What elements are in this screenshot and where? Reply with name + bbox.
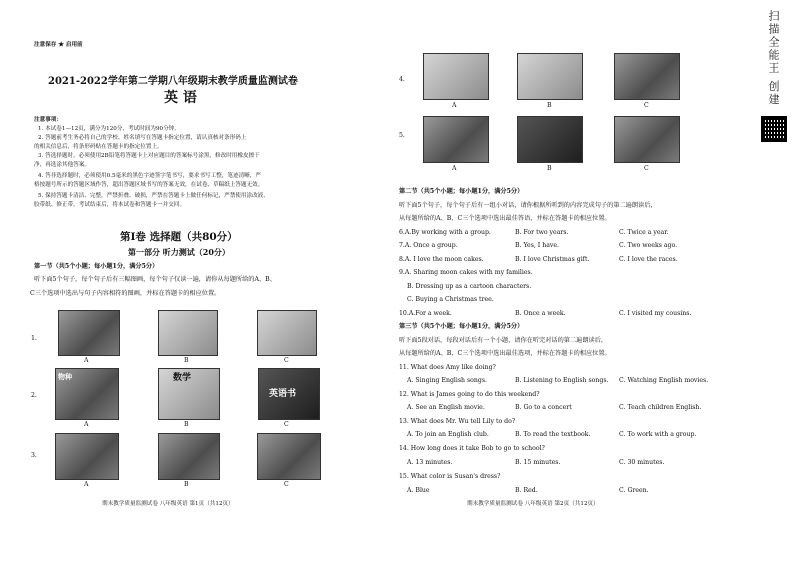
right-page xyxy=(397,0,794,561)
image-caption: 数学 xyxy=(173,373,192,383)
option-label: C xyxy=(644,102,649,109)
q7-option-a: 7.A. Once a group. xyxy=(399,242,458,249)
q10-option-a: 10.A.For a week. xyxy=(399,310,452,317)
instruction-line: 胶带纸、修正带，考试结束后，将本试卷和答题卡一并交回。 xyxy=(34,202,186,208)
instructions-heading: 注意事项： xyxy=(34,117,62,123)
q15-option-b: B. Red. xyxy=(515,487,538,494)
q12-stem: 12. What is James going to do this weekend? xyxy=(399,391,540,398)
image-caption: 英语书 xyxy=(269,389,297,399)
section3-desc-line: 听下面5段对话，每段对话后有一个小题，请你在听完对话的第二遍朗读后， xyxy=(399,337,608,344)
question-5-image-a xyxy=(423,116,489,163)
q13-option-a: A. To join an English club. xyxy=(407,431,489,438)
option-label: B xyxy=(547,102,552,109)
question-3-image-a xyxy=(55,433,119,480)
section1-desc-line: C三个选项中选出与句子内容相符的图画，并标在答题卡的相应位置。 xyxy=(30,290,221,297)
qr-code xyxy=(761,116,787,142)
option-label: C xyxy=(284,421,289,428)
section2-desc-line: 听下面5个句子，每个句子后有一组小对话，请你根据所听到的内容完成句子的第二遍朗读后， xyxy=(399,202,657,209)
instruction-line: 2. 答题前考生务必将自己的学校、姓名填写在答题卡指定位置，请认真核对条形码上 xyxy=(38,135,247,141)
option-label: B xyxy=(547,165,552,172)
q6-option-c: C. Twice a year. xyxy=(619,229,669,236)
option-label: A xyxy=(84,481,89,488)
q14-option-c: C. 30 minutes. xyxy=(619,459,665,466)
section2-heading: 第二节（共5个小题；每小题1分，满分5分） xyxy=(399,188,524,195)
q15-option-c: C. Green. xyxy=(619,487,649,494)
page-footer: 期末教学质量监测试卷 八年级英语 第1页（共12页） xyxy=(102,501,234,507)
q11-option-c: C. Watching English movies. xyxy=(619,377,709,384)
scanner-watermark: 扫描全能王 创建 xyxy=(767,10,780,107)
question-4-image-c xyxy=(614,53,680,100)
q8-option-c: C. I love the races. xyxy=(619,256,678,263)
q9-option-a: 9.A. Sharing moon cakes with my families. xyxy=(399,269,533,276)
instruction-line: 1. 本试卷1—12页，满分为120分，考试时间为90分钟。 xyxy=(38,126,180,132)
instruction-line: 的相关信息后，将条形码贴在答题卡的指定位置上。 xyxy=(34,144,163,150)
instruction-line: 净，再选涂其他答案。 xyxy=(34,162,90,168)
option-label: C xyxy=(284,481,289,488)
q12-option-c: C. Teach children English. xyxy=(619,404,702,411)
subject-title: 英 语 xyxy=(164,90,197,106)
q12-option-a: A. See an English movie. xyxy=(407,404,485,411)
q10-option-b: B. Once a week. xyxy=(515,310,566,317)
q14-option-a: A. 13 minutes. xyxy=(407,459,453,466)
question-number: 4. xyxy=(399,76,405,83)
question-1-image-a xyxy=(58,310,120,356)
section1-desc-line: 听下面5个句子，每个句子后有三幅图画，每个句子仅读一遍，请你从每题所给的A、B、 xyxy=(34,276,276,283)
page-footer: 期末教学质量监测试卷 八年级英语 第2页（共12页） xyxy=(467,501,599,507)
option-label: C xyxy=(284,357,289,364)
q13-option-c: C. To work with a group. xyxy=(619,431,697,438)
option-label: A xyxy=(84,357,89,364)
q11-option-a: A. Singing English songs. xyxy=(407,377,487,384)
option-label: B xyxy=(184,421,189,428)
confidential-notice: 注意保存 ★ 启用前 xyxy=(34,42,83,48)
q8-option-b: B. I love Christmas gift. xyxy=(515,256,590,263)
q7-option-c: C. Two weeks ago. xyxy=(619,242,678,249)
question-number: 1. xyxy=(31,335,37,342)
question-number: 5. xyxy=(399,132,405,139)
question-number: 3. xyxy=(31,452,37,459)
volume-title: 第Ⅰ卷 选择题（共80分） xyxy=(120,231,238,243)
q8-option-a: 8.A. I love the moon cakes. xyxy=(399,256,484,263)
q6-option-b: B. For two years. xyxy=(515,229,569,236)
question-1-image-c xyxy=(257,310,317,356)
section3-desc-line: 从每题所给的A、B、C三个选项中选出最佳选项，并标在答题卡的相应位置。 xyxy=(399,350,611,357)
section3-heading: 第三节（共5个小题；每小题1分，满分5分） xyxy=(399,323,524,330)
q10-option-c: C. I visited my cousins. xyxy=(619,310,692,317)
instruction-line: 格按题号所示的答题区域作答，超出答题区域书写的答案无效，在试卷、草稿纸上答题无效。 xyxy=(34,182,264,188)
image-caption: 物种 xyxy=(58,372,72,381)
instruction-line: 5. 保持答题卡清洁、完整，严禁折叠、破损，严禁在答题卡上做任何标记，严禁使用涂改液、 xyxy=(38,193,269,199)
q11-option-b: B. Listening to English songs. xyxy=(515,377,609,384)
q13-stem: 13. What does Mr. Wu tell Lily to do? xyxy=(399,418,516,425)
q9-option-c: C. Buying a Christmas tree. xyxy=(407,296,494,303)
question-5-image-c xyxy=(614,116,680,163)
question-2-image-c xyxy=(258,368,320,420)
question-2-image-b xyxy=(158,368,220,420)
exam-title: 2021-2022学年第二学期八年级期末教学质量监测试卷 xyxy=(48,76,298,87)
section2-desc-line: 从每题所给的A、B、C三个选项中选出最佳答语，并标在答题卡的相应位置。 xyxy=(399,215,611,222)
q12-option-b: B. Go to a concert xyxy=(515,404,572,411)
option-label: A xyxy=(84,421,89,428)
instruction-line: 4. 答非选择题时，必须使用0.5毫米的黑色字迹签字笔书写，要求书写工整，笔迹清晰，严 xyxy=(38,173,261,179)
question-1-image-b xyxy=(158,310,218,356)
question-number: 2. xyxy=(31,392,37,399)
part-title: 第一部分 听力测试（20分） xyxy=(128,247,230,257)
instruction-line: 3. 答选择题时，必须使用2B铅笔将答题卡上对应题目的答案标号涂黑，修改时用橡皮擦干 xyxy=(38,153,260,159)
option-label: A xyxy=(452,102,457,109)
q14-option-b: B. 15 minutes. xyxy=(515,459,561,466)
q9-option-b: B. Dressing up as a cartoon characters. xyxy=(407,283,532,290)
q15-option-a: A. Blue xyxy=(407,487,430,494)
q14-stem: 14. How long does it take Bob to go to school? xyxy=(399,445,545,452)
option-label: B xyxy=(184,357,189,364)
section1-heading: 第一节（共5个小题；每小题1分，满分5分） xyxy=(34,263,159,270)
option-label: A xyxy=(452,165,457,172)
question-3-image-c xyxy=(257,433,321,480)
q6-option-a: 6.A.By working with a group. xyxy=(399,229,491,236)
question-3-image-b xyxy=(158,433,220,480)
question-4-image-a xyxy=(423,53,489,100)
question-5-image-b xyxy=(517,116,583,163)
q13-option-b: B. To read the textbook. xyxy=(515,431,591,438)
q7-option-b: B. Yes, I have. xyxy=(515,242,560,249)
q11-stem: 11. What does Amy like doing? xyxy=(399,364,496,371)
question-2-image-a xyxy=(55,368,119,420)
option-label: C xyxy=(644,165,649,172)
option-label: B xyxy=(184,481,189,488)
question-4-image-b xyxy=(517,53,583,100)
q15-stem: 15. What color is Susan's dress? xyxy=(399,473,501,480)
